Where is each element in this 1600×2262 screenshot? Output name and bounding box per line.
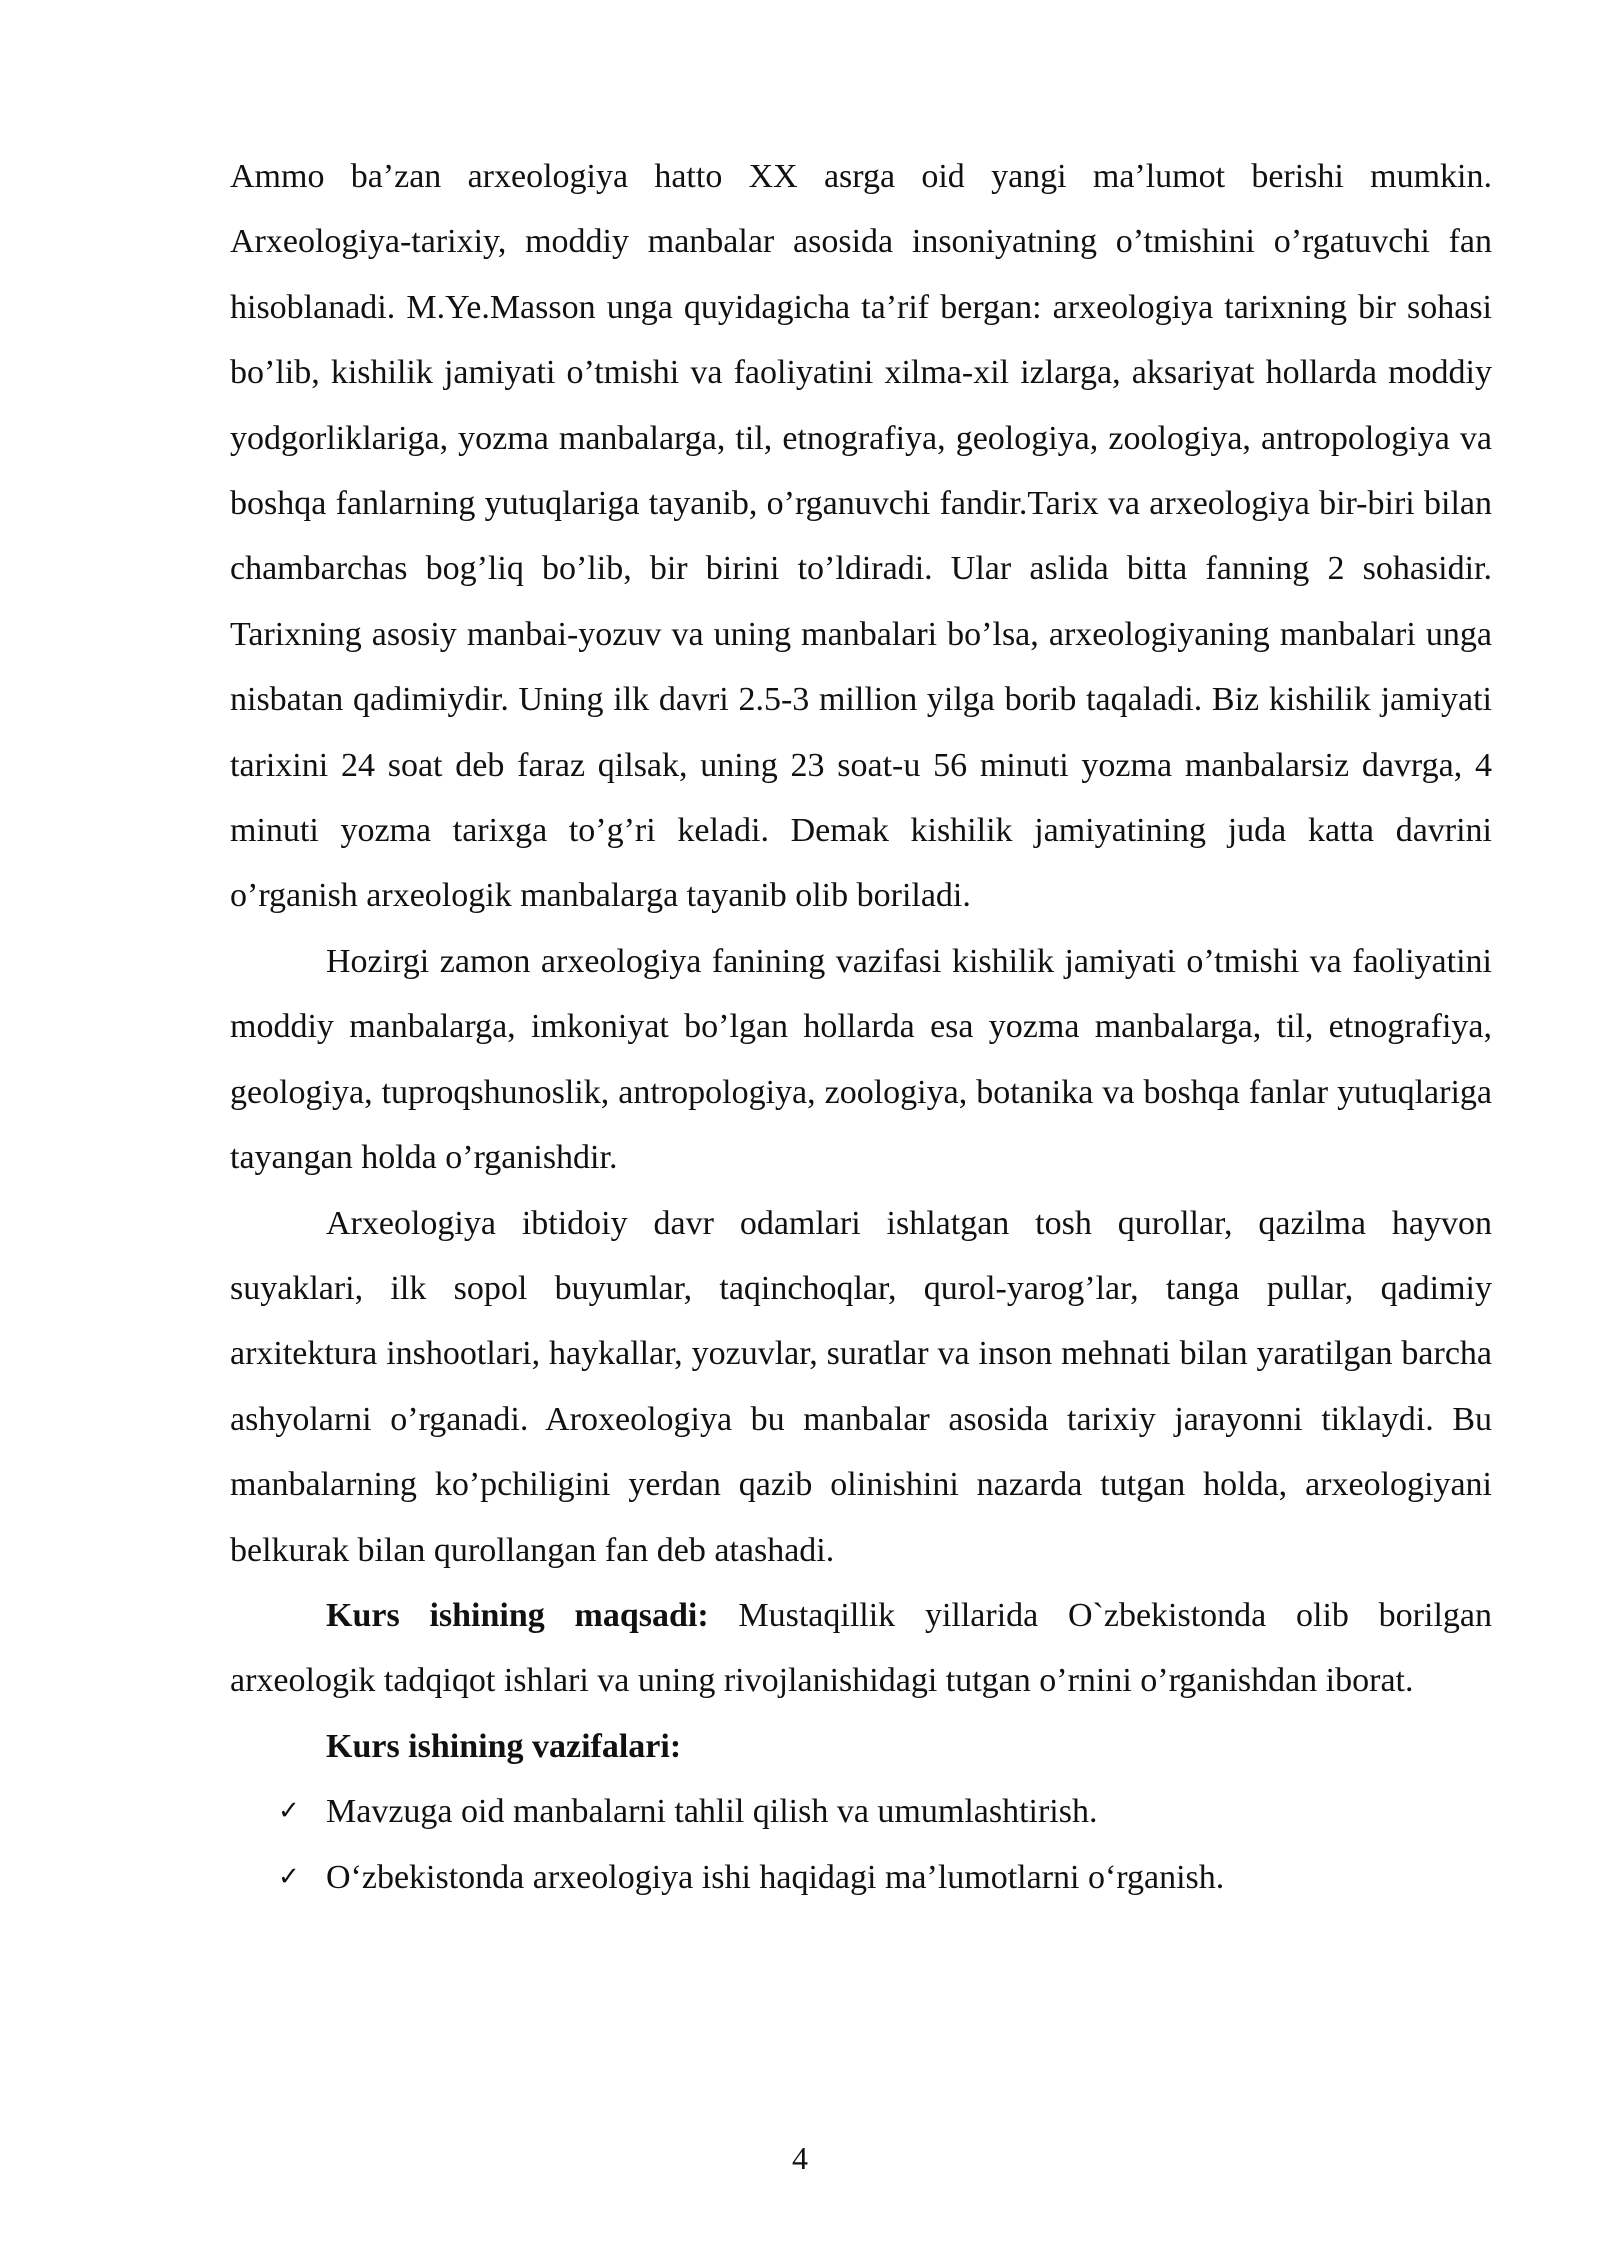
list-item-text: Mavzuga oid manbalarni tahlil qilish va umumlashtirish. xyxy=(326,1793,1098,1831)
page-number: 4 xyxy=(792,2140,808,2176)
list-item xyxy=(230,1779,1492,1844)
page-body xyxy=(230,144,1492,1910)
course-tasks-heading: Kurs ishining vazifalari: xyxy=(326,1727,682,1765)
paragraph-archaeology-sources: Arxeologiya ibtidoiy davr odamlari ishlatgan tosh qurollar, qazilma hayvon suyaklari, ilk sopol buyumlar, taqinchoqlar, qurol-yarog’lar, tanga pullar, qadimiy arxitektura inshootlari, haykallar, yozuvlar, suratlar va inson mehnati bilan yaratilgan barcha ashyolarni o’rganadi. Aroxeologiya bu manbalar asosida tarixiy jarayonni tiklaydi. Bu manbalarning ko’pchiligini yerdan qazib olinishini nazarda tutgan holda, arxeologiyani belkurak bilan qurollangan fan deb atashadi. xyxy=(230,1204,1492,1569)
course-tasks-list xyxy=(230,1779,1492,1910)
checkmark-icon: ✓ xyxy=(278,1861,300,1892)
list-item xyxy=(230,1845,1492,1910)
course-goal-label: Kurs ishining maqsadi: xyxy=(326,1596,709,1634)
course-goal-text: Mustaqillik yillarida O`zbekistonda olib borilgan arxeologik tadqiqot ishlari va uning rivojlanishidagi tutgan o’rnini o’rganishdan iborat. xyxy=(230,1596,1492,1700)
paragraph-modern-archaeology-task: Hozirgi zamon arxeologiya fanining vazifasi kishilik jamiyati o’tmishi va faoliyatini moddiy manbalarga, imkoniyat bo’lgan hollarda esa yozma manbalarga, til, etnografiya, geologiya, tuproqshunoslik, antropologiya, zoologiya, botanika va boshqa fanlar yutuqlariga tayangan holda o’rganishdir. xyxy=(230,942,1492,1177)
list-item-text: O‘zbekistonda arxeologiya ishi haqidagi ma’lumotlarni o‘rganish. xyxy=(326,1858,1225,1896)
paragraph-course-goal xyxy=(230,1583,1492,1714)
paragraph-archaeology-definition: Ammo ba’zan arxeologiya hatto XX asrga oid yangi ma’lumot berishi mumkin. Arxeologiya-tarixiy, moddiy manbalar asosida insoniyatning o’tmishini o’rgatuvchi fan hisoblanadi. M.Ye.Masson unga quyidagicha ta’rif bergan: arxeologiya tarixning bir sohasi bo’lib, kishilik jamiyati o’tmishi va faoliyatini xilma-xil izlarga, aksariyat hollarda moddiy yodgorliklariga, yozma manbalarga, til, etnografiya, geologiya, zoologiya, antropologiya va boshqa fanlarning yutuqlariga tayanib, o’rganuvchi fandir.Tarix va arxeologiya bir-biri bilan chambarchas bog’liq bo’lib, bir birini to’ldiradi. Ular aslida bitta fanning 2 sohasidir. Tarixning asosiy manbai-yozuv va uning manbalari bo’lsa, arxeologiyaning manbalari unga nisbatan qadimiydir. Uning ilk davri 2.5-3 million yilga borib taqaladi. Biz kishilik jamiyati tarixini 24 soat deb faraz qilsak, uning 23 soat-u 56 minuti yozma manbalarsiz davrga, 4 minuti yozma tarixga to’g’ri keladi. Demak kishilik jamiyatining juda katta davrini o’rganish arxeologik manbalarga tayanib olib boriladi. xyxy=(230,158,1492,915)
checkmark-icon: ✓ xyxy=(278,1796,300,1827)
